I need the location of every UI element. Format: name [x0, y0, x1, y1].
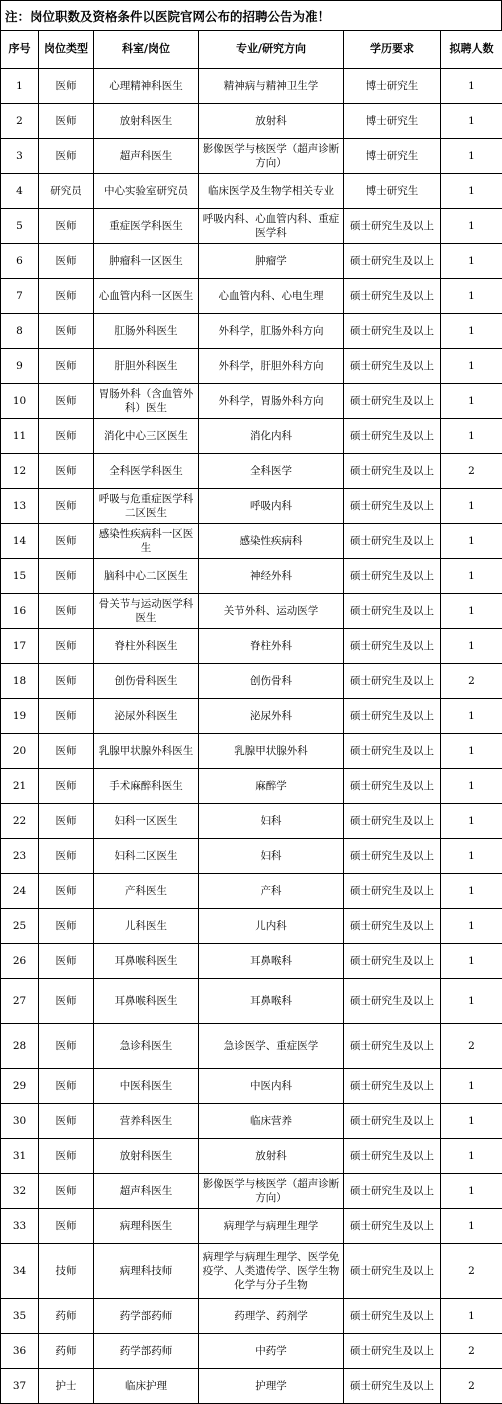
cell-headcount: 1	[441, 104, 502, 139]
cell-index: 9	[1, 349, 39, 384]
cell-department: 创伤骨科医生	[94, 664, 199, 699]
cell-index: 25	[1, 909, 39, 944]
cell-education: 硕士研究生及以上	[344, 1334, 441, 1369]
cell-major: 临床营养	[199, 1104, 344, 1139]
cell-position-type: 医师	[39, 489, 94, 524]
cell-index: 5	[1, 209, 39, 244]
cell-education: 硕士研究生及以上	[344, 594, 441, 629]
cell-education: 硕士研究生及以上	[344, 384, 441, 419]
cell-position-type: 医师	[39, 524, 94, 559]
cell-education: 硕士研究生及以上	[344, 419, 441, 454]
cell-index: 30	[1, 1104, 39, 1139]
table-row	[1, 279, 502, 314]
table-row	[1, 209, 502, 244]
cell-education: 硕士研究生及以上	[344, 839, 441, 874]
table-row	[1, 489, 502, 524]
table-row	[1, 244, 502, 279]
cell-education: 硕士研究生及以上	[344, 769, 441, 804]
table-row	[1, 769, 502, 804]
cell-headcount: 1	[441, 629, 502, 664]
cell-department: 病理科医生	[94, 1209, 199, 1244]
recruitment-table	[0, 30, 502, 1404]
cell-headcount: 1	[441, 1069, 502, 1104]
cell-headcount: 2	[441, 664, 502, 699]
table-row	[1, 349, 502, 384]
cell-headcount: 1	[441, 734, 502, 769]
cell-headcount: 1	[441, 839, 502, 874]
cell-education: 硕士研究生及以上	[344, 1139, 441, 1174]
table-row	[1, 839, 502, 874]
cell-department: 急诊科医生	[94, 1024, 199, 1069]
table-row	[1, 629, 502, 664]
cell-education: 硕士研究生及以上	[344, 314, 441, 349]
cell-position-type: 医师	[39, 384, 94, 419]
cell-department: 肛肠外科医生	[94, 314, 199, 349]
table-row	[1, 384, 502, 419]
header-headcount: 拟聘人数	[441, 31, 502, 69]
cell-headcount: 1	[441, 69, 502, 104]
cell-major: 消化内科	[199, 419, 344, 454]
cell-index: 14	[1, 524, 39, 559]
cell-major: 外科学，肝胆外科方向	[199, 349, 344, 384]
cell-department: 耳鼻喉科医生	[94, 944, 199, 979]
cell-index: 11	[1, 419, 39, 454]
cell-position-type: 医师	[39, 559, 94, 594]
cell-department: 心血管内科一区医生	[94, 279, 199, 314]
cell-major: 呼吸内科	[199, 489, 344, 524]
cell-headcount: 1	[441, 139, 502, 174]
cell-education: 硕士研究生及以上	[344, 1174, 441, 1209]
cell-position-type: 医师	[39, 629, 94, 664]
cell-department: 妇科一区医生	[94, 804, 199, 839]
header-department: 科室/岗位	[94, 31, 199, 69]
cell-index: 37	[1, 1369, 39, 1404]
cell-position-type: 医师	[39, 909, 94, 944]
cell-index: 21	[1, 769, 39, 804]
cell-department: 临床护理	[94, 1369, 199, 1404]
table-row	[1, 1024, 502, 1069]
cell-position-type: 医师	[39, 1069, 94, 1104]
cell-index: 2	[1, 104, 39, 139]
cell-major: 泌尿外科	[199, 699, 344, 734]
cell-position-type: 医师	[39, 454, 94, 489]
cell-education: 博士研究生	[344, 174, 441, 209]
cell-position-type: 医师	[39, 1209, 94, 1244]
cell-major: 药理学、药剂学	[199, 1299, 344, 1334]
cell-position-type: 医师	[39, 1139, 94, 1174]
cell-department: 药学部药师	[94, 1299, 199, 1334]
table-row	[1, 419, 502, 454]
cell-major: 中药学	[199, 1334, 344, 1369]
cell-education: 硕士研究生及以上	[344, 804, 441, 839]
cell-department: 产科医生	[94, 874, 199, 909]
cell-major: 肿瘤学	[199, 244, 344, 279]
cell-index: 12	[1, 454, 39, 489]
table-row	[1, 1139, 502, 1174]
cell-index: 1	[1, 69, 39, 104]
table-row	[1, 944, 502, 979]
cell-major: 外科学，胃肠外科方向	[199, 384, 344, 419]
cell-major: 妇科	[199, 839, 344, 874]
cell-education: 硕士研究生及以上	[344, 524, 441, 559]
cell-department: 骨关节与运动医学科医生	[94, 594, 199, 629]
cell-index: 10	[1, 384, 39, 419]
cell-education: 硕士研究生及以上	[344, 1299, 441, 1334]
cell-major: 放射科	[199, 104, 344, 139]
cell-position-type: 研究员	[39, 174, 94, 209]
cell-department: 乳腺甲状腺外科医生	[94, 734, 199, 769]
cell-major: 外科学，肛肠外科方向	[199, 314, 344, 349]
cell-headcount: 1	[441, 944, 502, 979]
cell-major: 感染性疾病科	[199, 524, 344, 559]
cell-major: 全科医学	[199, 454, 344, 489]
cell-department: 中医科医生	[94, 1069, 199, 1104]
cell-headcount: 1	[441, 384, 502, 419]
cell-major: 放射科	[199, 1139, 344, 1174]
cell-department: 儿科医生	[94, 909, 199, 944]
cell-major: 妇科	[199, 804, 344, 839]
cell-major: 影像医学与核医学（超声诊断方向）	[199, 139, 344, 174]
cell-education: 博士研究生	[344, 104, 441, 139]
cell-position-type: 医师	[39, 944, 94, 979]
table-row	[1, 1244, 502, 1299]
cell-major: 产科	[199, 874, 344, 909]
cell-index: 35	[1, 1299, 39, 1334]
cell-major: 耳鼻喉科	[199, 979, 344, 1024]
table-row	[1, 734, 502, 769]
cell-position-type: 医师	[39, 349, 94, 384]
cell-position-type: 医师	[39, 804, 94, 839]
cell-index: 19	[1, 699, 39, 734]
cell-department: 心理精神科医生	[94, 69, 199, 104]
cell-headcount: 1	[441, 559, 502, 594]
cell-education: 硕士研究生及以上	[344, 1369, 441, 1404]
cell-position-type: 医师	[39, 1024, 94, 1069]
cell-position-type: 医师	[39, 1104, 94, 1139]
table-row	[1, 1334, 502, 1369]
cell-headcount: 2	[441, 1334, 502, 1369]
cell-major: 关节外科、运动医学	[199, 594, 344, 629]
cell-major: 儿内科	[199, 909, 344, 944]
table-row	[1, 1174, 502, 1209]
cell-position-type: 医师	[39, 839, 94, 874]
cell-position-type: 药师	[39, 1299, 94, 1334]
cell-education: 硕士研究生及以上	[344, 629, 441, 664]
cell-education: 硕士研究生及以上	[344, 979, 441, 1024]
cell-department: 放射科医生	[94, 104, 199, 139]
table-row	[1, 454, 502, 489]
cell-index: 34	[1, 1244, 39, 1299]
cell-education: 硕士研究生及以上	[344, 209, 441, 244]
cell-major: 中医内科	[199, 1069, 344, 1104]
cell-education: 硕士研究生及以上	[344, 909, 441, 944]
cell-headcount: 1	[441, 909, 502, 944]
cell-headcount: 2	[441, 1024, 502, 1069]
cell-department: 脑科中心二区医生	[94, 559, 199, 594]
cell-index: 29	[1, 1069, 39, 1104]
table-row	[1, 69, 502, 104]
cell-index: 4	[1, 174, 39, 209]
cell-education: 硕士研究生及以上	[344, 664, 441, 699]
cell-department: 重症医学科医生	[94, 209, 199, 244]
cell-position-type: 护士	[39, 1369, 94, 1404]
table-row	[1, 909, 502, 944]
cell-department: 泌尿外科医生	[94, 699, 199, 734]
cell-index: 28	[1, 1024, 39, 1069]
table-row	[1, 874, 502, 909]
cell-headcount: 1	[441, 1104, 502, 1139]
cell-major: 急诊医学、重症医学	[199, 1024, 344, 1069]
cell-index: 20	[1, 734, 39, 769]
cell-department: 肿瘤科一区医生	[94, 244, 199, 279]
cell-department: 药学部药师	[94, 1334, 199, 1369]
cell-headcount: 1	[441, 594, 502, 629]
cell-major: 心血管内科、心电生理	[199, 279, 344, 314]
cell-headcount: 1	[441, 1209, 502, 1244]
table-row	[1, 664, 502, 699]
cell-department: 胃肠外科（含血管外科）医生	[94, 384, 199, 419]
cell-education: 博士研究生	[344, 139, 441, 174]
cell-headcount: 1	[441, 979, 502, 1024]
cell-index: 7	[1, 279, 39, 314]
cell-major: 病理学与病理生理学	[199, 1209, 344, 1244]
cell-major: 耳鼻喉科	[199, 944, 344, 979]
cell-headcount: 1	[441, 314, 502, 349]
cell-headcount: 1	[441, 769, 502, 804]
cell-position-type: 医师	[39, 314, 94, 349]
cell-position-type: 医师	[39, 874, 94, 909]
cell-education: 硕士研究生及以上	[344, 1209, 441, 1244]
cell-department: 放射科医生	[94, 1139, 199, 1174]
cell-headcount: 1	[441, 419, 502, 454]
cell-index: 13	[1, 489, 39, 524]
cell-position-type: 医师	[39, 279, 94, 314]
cell-major: 呼吸内科、心血管内科、重症医学科	[199, 209, 344, 244]
cell-position-type: 医师	[39, 979, 94, 1024]
cell-position-type: 医师	[39, 244, 94, 279]
table-row	[1, 104, 502, 139]
cell-headcount: 1	[441, 174, 502, 209]
cell-headcount: 1	[441, 489, 502, 524]
cell-headcount: 1	[441, 244, 502, 279]
cell-headcount: 1	[441, 1174, 502, 1209]
cell-education: 硕士研究生及以上	[344, 1024, 441, 1069]
cell-index: 18	[1, 664, 39, 699]
cell-education: 硕士研究生及以上	[344, 734, 441, 769]
cell-education: 硕士研究生及以上	[344, 559, 441, 594]
cell-headcount: 1	[441, 279, 502, 314]
cell-position-type: 医师	[39, 1174, 94, 1209]
table-row	[1, 314, 502, 349]
header-position-type: 岗位类型	[39, 31, 94, 69]
cell-index: 27	[1, 979, 39, 1024]
cell-index: 32	[1, 1174, 39, 1209]
cell-position-type: 医师	[39, 664, 94, 699]
cell-major: 病理学与病理生理学、医学免疫学、人类遗传学、医学生物化学与分子生物	[199, 1244, 344, 1299]
cell-education: 硕士研究生及以上	[344, 944, 441, 979]
cell-headcount: 2	[441, 454, 502, 489]
cell-education: 硕士研究生及以上	[344, 699, 441, 734]
header-major: 专业/研究方向	[199, 31, 344, 69]
cell-department: 超声科医生	[94, 139, 199, 174]
cell-major: 麻醉学	[199, 769, 344, 804]
cell-department: 妇科二区医生	[94, 839, 199, 874]
cell-headcount: 1	[441, 209, 502, 244]
cell-index: 8	[1, 314, 39, 349]
table-row	[1, 174, 502, 209]
table-row	[1, 594, 502, 629]
cell-education: 硕士研究生及以上	[344, 1104, 441, 1139]
table-row	[1, 1104, 502, 1139]
cell-major: 临床医学及生物学相关专业	[199, 174, 344, 209]
cell-department: 感染性疾病科一区医生	[94, 524, 199, 559]
cell-index: 6	[1, 244, 39, 279]
cell-department: 手术麻醉科医生	[94, 769, 199, 804]
cell-department: 耳鼻喉科医生	[94, 979, 199, 1024]
cell-headcount: 1	[441, 804, 502, 839]
cell-position-type: 药师	[39, 1334, 94, 1369]
cell-education: 硕士研究生及以上	[344, 489, 441, 524]
cell-index: 24	[1, 874, 39, 909]
table-row	[1, 1069, 502, 1104]
header-education: 学历要求	[344, 31, 441, 69]
cell-major: 影像医学与核医学（超声诊断方向）	[199, 1174, 344, 1209]
cell-education: 硕士研究生及以上	[344, 1069, 441, 1104]
cell-headcount: 2	[441, 1369, 502, 1404]
table-row	[1, 1369, 502, 1404]
cell-education: 硕士研究生及以上	[344, 349, 441, 384]
cell-education: 硕士研究生及以上	[344, 1244, 441, 1299]
header-index: 序号	[1, 31, 39, 69]
cell-index: 26	[1, 944, 39, 979]
cell-education: 硕士研究生及以上	[344, 874, 441, 909]
cell-position-type: 医师	[39, 699, 94, 734]
cell-position-type: 医师	[39, 594, 94, 629]
table-row	[1, 524, 502, 559]
cell-major: 护理学	[199, 1369, 344, 1404]
cell-department: 脊柱外科医生	[94, 629, 199, 664]
cell-index: 33	[1, 1209, 39, 1244]
cell-major: 脊柱外科	[199, 629, 344, 664]
cell-index: 36	[1, 1334, 39, 1369]
cell-position-type: 医师	[39, 139, 94, 174]
cell-headcount: 1	[441, 1139, 502, 1174]
cell-position-type: 医师	[39, 419, 94, 454]
cell-headcount: 1	[441, 1299, 502, 1334]
cell-index: 16	[1, 594, 39, 629]
cell-department: 中心实验室研究员	[94, 174, 199, 209]
cell-department: 肝胆外科医生	[94, 349, 199, 384]
notice-banner: 注：岗位职数及资格条件以医院官网公布的招聘公告为准！	[0, 0, 502, 30]
cell-headcount: 1	[441, 349, 502, 384]
table-row	[1, 1209, 502, 1244]
cell-headcount: 1	[441, 874, 502, 909]
cell-index: 22	[1, 804, 39, 839]
cell-department: 全科医学科医生	[94, 454, 199, 489]
cell-department: 呼吸与危重症医学科二区医生	[94, 489, 199, 524]
cell-index: 17	[1, 629, 39, 664]
table-row	[1, 139, 502, 174]
cell-department: 病理科技师	[94, 1244, 199, 1299]
table-row	[1, 804, 502, 839]
table-row	[1, 699, 502, 734]
table-header-row	[1, 31, 502, 69]
cell-education: 硕士研究生及以上	[344, 279, 441, 314]
cell-position-type: 医师	[39, 104, 94, 139]
cell-education: 硕士研究生及以上	[344, 454, 441, 489]
cell-index: 3	[1, 139, 39, 174]
cell-headcount: 1	[441, 699, 502, 734]
cell-position-type: 医师	[39, 209, 94, 244]
cell-education: 硕士研究生及以上	[344, 244, 441, 279]
cell-department: 消化中心三区医生	[94, 419, 199, 454]
cell-index: 23	[1, 839, 39, 874]
table-row	[1, 559, 502, 594]
cell-headcount: 1	[441, 524, 502, 559]
cell-major: 神经外科	[199, 559, 344, 594]
cell-major: 乳腺甲状腺外科	[199, 734, 344, 769]
cell-position-type: 医师	[39, 734, 94, 769]
cell-department: 营养科医生	[94, 1104, 199, 1139]
cell-index: 31	[1, 1139, 39, 1174]
cell-major: 创伤骨科	[199, 664, 344, 699]
cell-position-type: 医师	[39, 69, 94, 104]
cell-major: 精神病与精神卫生学	[199, 69, 344, 104]
cell-index: 15	[1, 559, 39, 594]
cell-department: 超声科医生	[94, 1174, 199, 1209]
cell-position-type: 技师	[39, 1244, 94, 1299]
cell-position-type: 医师	[39, 769, 94, 804]
cell-headcount: 2	[441, 1244, 502, 1299]
table-row	[1, 979, 502, 1024]
table-row	[1, 1299, 502, 1334]
cell-education: 博士研究生	[344, 69, 441, 104]
